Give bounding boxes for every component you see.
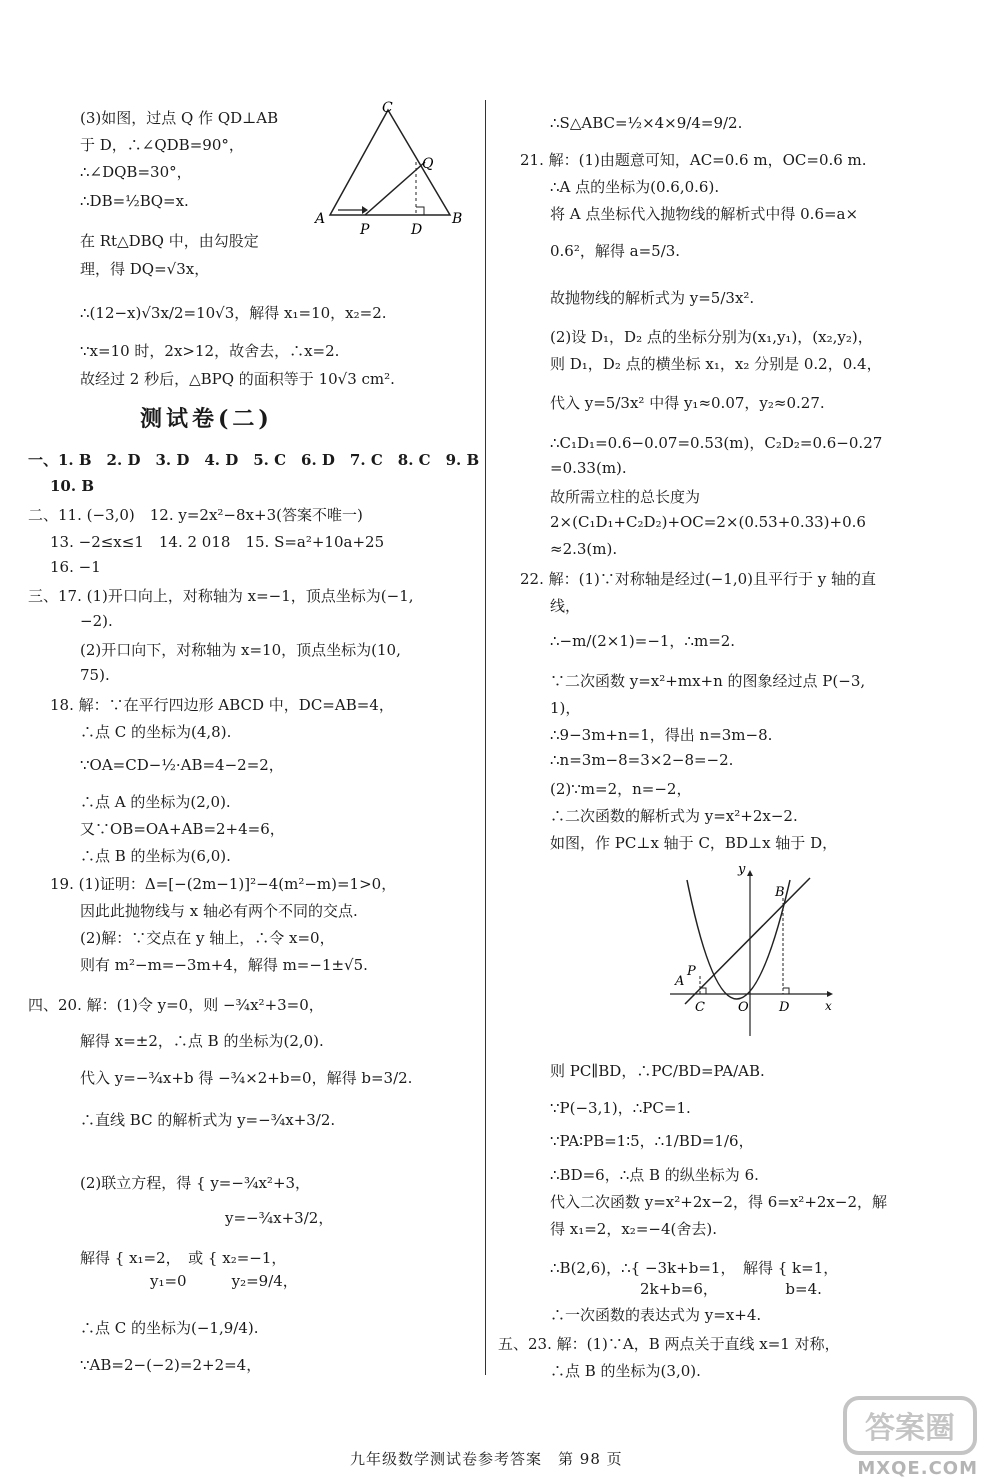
answer-line: ∵P(−3,1)，∴PC=1. — [550, 1099, 691, 1117]
answer-line: ∴n=3m−8=3×2−8=−2. — [550, 751, 734, 769]
answer-line: ∴一次函数的表达式为 y=x+4. — [550, 1306, 762, 1324]
answer-line: 代入二次函数 y=x²+2x−2，得 6=x²+2x−2，解 — [550, 1193, 888, 1211]
page-footer: 九年级数学测试卷参考答案 第 98 页 — [350, 1450, 623, 1468]
label-p: P — [360, 222, 370, 238]
answer-line: ∴−m/(2×1)=−1，∴m=2. — [550, 632, 736, 650]
answer-line: 则 D₁，D₂ 点的横坐标 x₁，x₂ 分别是 0.2，0.4， — [550, 355, 882, 373]
answer-line: ∵AB=2−(−2)=2+2=4， — [80, 1356, 262, 1374]
answer-line: ∴C₁D₁=0.6−0.07=0.53(m)，C₂D₂=0.6−0.27 — [550, 434, 883, 452]
answer-line: 2×(C₁D₁+C₂D₂)+OC=2×(0.53+0.33)+0.6 — [550, 513, 866, 531]
label-d: D — [779, 1000, 790, 1015]
answer-line: 2k+b=6， b=4. — [640, 1280, 822, 1298]
answer-line: ∴点 B 的坐标为(6,0). — [80, 847, 231, 865]
answer-line: (2)联立方程，得 { y=−¾x²+3， — [80, 1174, 311, 1192]
line-ab — [685, 878, 810, 1004]
answer-line: 解得 x=±2，∴点 B 的坐标为(2,0). — [80, 1032, 324, 1050]
answer-line: ∵PA∶PB=1∶5，∴1/BD=1/6， — [550, 1132, 754, 1150]
svg-text:答案圈: 答案圈 — [865, 1411, 955, 1446]
answer-line: ∴点 C 的坐标为(−1,9/4). — [80, 1319, 259, 1337]
answer-line: ∴二次函数的解析式为 y=x²+2x−2. — [550, 807, 798, 825]
answer-line: 21. 解：(1)由题意可知，AC=0.6 m，OC=0.6 m. — [520, 151, 867, 169]
answer-line: 解得 { x₁=2， 或 { x₂=−1， — [80, 1249, 287, 1267]
label-c: C — [695, 1000, 705, 1015]
answer-line: 如图，作 PC⊥x 轴于 C，BD⊥x 轴于 D， — [550, 834, 838, 852]
answer-line: 线， — [550, 597, 581, 615]
answer-line: ∵二次函数 y=x²+mx+n 的图象经过点 P(−3, — [550, 672, 866, 690]
answer-line: 22. 解：(1)∵对称轴是经过(−1,0)且平行于 y 轴的直 — [520, 570, 877, 588]
answer-line: 五、23. 解：(1)∵A，B 两点关于直线 x=1 对称， — [498, 1335, 840, 1353]
answer-line: 16. −1 — [50, 558, 101, 576]
answer-line: 一、1. B 2. D 3. D 4. D 5. C 6. D 7. C 8. C 9. B — [28, 451, 480, 469]
answer-line: y=−¾x+3/2， — [225, 1209, 334, 1227]
answer-line: 四、20. 解：(1)令 y=0，则 −¾x²+3=0， — [28, 996, 324, 1014]
answer-line: 三、17. (1)开口向上，对称轴为 x=−1，顶点坐标为(−1, — [28, 587, 414, 605]
answer-line: ∴9−3m+n=1，得出 n=3m−8. — [550, 726, 773, 744]
answer-line: ∴直线 BC 的解析式为 y=−¾x+3/2. — [80, 1111, 336, 1129]
answer-line: 二、11. (−3,0) 12. y=2x²−8x+3(答案不唯一) — [28, 506, 363, 524]
answer-line: 故所需立柱的总长度为 — [550, 488, 701, 506]
answer-line: 则 PC∥BD，∴PC/BD=PA/AB. — [550, 1062, 765, 1080]
answer-line: 18. 解：∵在平行四边形 ABCD 中，DC=AB=4， — [50, 696, 394, 714]
label-a: A — [315, 211, 326, 227]
watermark-url: MXQE.COM — [857, 1458, 978, 1479]
label-p: P — [687, 964, 696, 979]
answer-line: 19. (1)证明：Δ=[−(2m−1)]²−4(m²−m)=1>0， — [50, 875, 397, 893]
label-b: B — [775, 885, 785, 900]
triangle-figure — [310, 100, 470, 240]
answer-line: ∴BD=6，∴点 B 的纵坐标为 6. — [550, 1166, 759, 1184]
label-b: B — [452, 211, 463, 227]
answer-line: 因此此抛物线与 x 轴必有两个不同的交点. — [80, 902, 358, 920]
answer-line: y₁=0 y₂=9/4， — [150, 1272, 298, 1290]
answer-line: 0.6²，解得 a=5/3. — [550, 242, 681, 260]
answer-line: 13. −2≤x≤1 14. 2 018 15. S=a²+10a+25 — [50, 533, 385, 551]
answer-line: ∴DB=½BQ=x. — [80, 192, 189, 210]
answer-line: ≈2.3(m). — [550, 540, 618, 558]
answer-line: 故抛物线的解析式为 y=5/3x². — [550, 289, 755, 307]
label-d: D — [411, 222, 423, 238]
answer-line: ∵OA=CD−½·AB=4−2=2， — [80, 756, 284, 774]
label-y: y — [738, 862, 746, 877]
answer-line: 75). — [80, 666, 110, 684]
label-c: C — [382, 100, 393, 116]
right-angle-mark-d — [783, 988, 789, 994]
answer-line: ∴点 A 的坐标为(2,0). — [80, 793, 231, 811]
answer-line: 得 x₁=2，x₂=−4(舍去). — [550, 1220, 717, 1238]
answer-line: ∴(12−x)√3x/2=10√3，解得 x₁=10，x₂=2. — [80, 304, 387, 322]
answer-line: (2)解：∵交点在 y 轴上，∴令 x=0， — [80, 929, 335, 947]
section-title: 测试卷(二) — [140, 406, 273, 432]
answer-line: 代入 y=−¾x+b 得 −¾×2+b=0，解得 b=3/2. — [80, 1069, 413, 1087]
answer-line: (3)如图，过点 Q 作 QD⊥AB — [80, 109, 279, 127]
answer-line: ∴B(2,6)，∴{ −3k+b=1， 解得 { k=1， — [550, 1259, 839, 1277]
answer-line: 代入 y=5/3x² 中得 y₁≈0.07，y₂≈0.27. — [550, 394, 825, 412]
parabola-figure — [665, 858, 845, 1038]
label-a: A — [675, 974, 685, 989]
answer-line: 于 D，∴∠QDB=90°， — [80, 136, 244, 154]
label-x: x — [825, 999, 832, 1013]
column-divider — [485, 100, 486, 1375]
answer-line: ∵x=10 时，2x>12，故舍去，∴x=2. — [80, 342, 340, 360]
answer-line: 故经过 2 秒后，△BPQ 的面积等于 10√3 cm². — [80, 370, 395, 388]
label-q: Q — [422, 156, 434, 172]
answer-line: 将 A 点坐标代入抛物线的解析式中得 0.6=a× — [550, 205, 859, 223]
answer-line: ∴S△ABC=½×4×9/4=9/2. — [550, 114, 743, 132]
answer-line: 1)， — [550, 699, 581, 717]
y-axis-arrow-icon — [747, 870, 753, 876]
answer-line: 在 Rt△DBQ 中，由勾股定 — [80, 232, 259, 250]
answer-line: =0.33(m). — [550, 459, 627, 477]
answer-line: 10. B — [50, 477, 94, 495]
answer-line: 则有 m²−m=−3m+4，解得 m=−1±√5. — [80, 956, 368, 974]
answer-line: 理，得 DQ=√3x， — [80, 260, 210, 278]
right-angle-mark — [416, 207, 424, 215]
x-axis-arrow-icon — [827, 991, 833, 997]
answer-line: ∴∠DQB=30°， — [80, 163, 192, 181]
answer-line: (2)∵m=2，n=−2， — [550, 780, 692, 798]
answer-line: ∴A 点的坐标为(0.6,0.6). — [550, 178, 720, 196]
answer-line: (2)开口向下，对称轴为 x=10，顶点坐标为(10, — [80, 641, 401, 659]
answer-line: −2). — [80, 612, 113, 630]
answer-line: ∴点 B 的坐标为(3,0). — [550, 1362, 701, 1380]
label-o: O — [738, 1000, 749, 1015]
answer-line: 又∵OB=OA+AB=2+4=6， — [80, 820, 285, 838]
answer-line: ∴点 C 的坐标为(4,8). — [80, 723, 232, 741]
answer-line: (2)设 D₁，D₂ 点的坐标分别为(x₁,y₁)，(x₂,y₂)， — [550, 328, 873, 346]
